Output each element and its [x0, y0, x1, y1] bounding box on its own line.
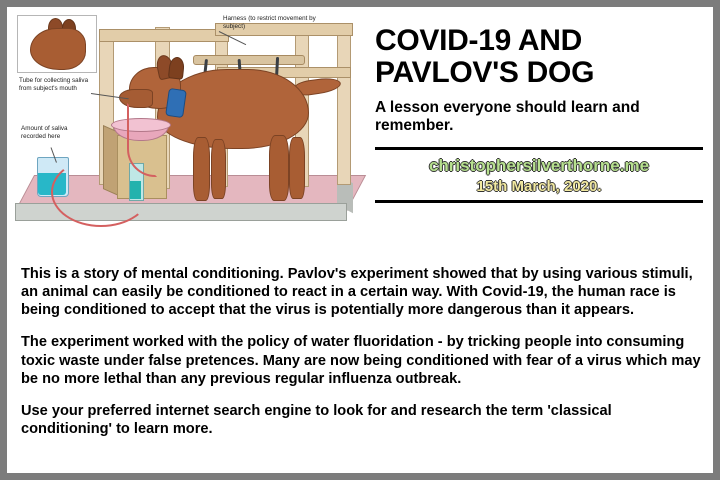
divider-top [375, 147, 703, 150]
dog-foreleg-far [211, 139, 226, 199]
frame-post-right [337, 31, 351, 185]
divider-bottom [375, 200, 703, 203]
publication-date: 15th March, 2020. [476, 177, 602, 195]
callout-tube: Tube for collecting saliva from subject's mouth [19, 77, 89, 93]
harness-bar [193, 55, 305, 65]
dog-hindleg [269, 135, 289, 201]
paragraph-3: Use your preferred internet search engine to look for and research the term 'classical conditioning' to learn more. [21, 403, 612, 438]
dog-portrait-inset [17, 15, 97, 73]
inset-dog-head [30, 28, 86, 70]
dog-foreleg [193, 137, 210, 201]
top-section [7, 7, 713, 239]
callout-saliva: Amount of saliva recorded here [21, 125, 68, 141]
page-subtitle: A lesson everyone should learn and remember. [375, 98, 640, 135]
dog-hindleg-far [289, 137, 305, 199]
pavlov-experiment-illustration [7, 7, 367, 239]
paragraph-2: The experiment worked with the policy of water fluoridation - by tricking people into consuming toxic waste under false pretences. Many are now being conditioned with fear of a virus which may be no more lethal than any previous regular influenza outbreak. [21, 334, 701, 387]
dog-ear-far [168, 56, 185, 79]
paragraph-1: This is a story of mental conditioning. Pavlov's experiment showed that by using various stimuli, an animal can easily be conditioned to react in a certain way. With Covid-19, the human race is being conditioned to accept that the virus is potentially more dangerous than it appears. [21, 265, 693, 318]
body-copy [21, 250, 701, 439]
dog-collar [165, 88, 187, 118]
callout-harness: Harness (to restrict movement by subject) [223, 15, 316, 31]
title-block [367, 7, 713, 239]
page-title: COVID-19 AND PAVLOV'S DOG [375, 24, 595, 90]
website-credit: christophersilverthorne.me [428, 155, 650, 175]
frame-beam-top-left [99, 29, 229, 42]
